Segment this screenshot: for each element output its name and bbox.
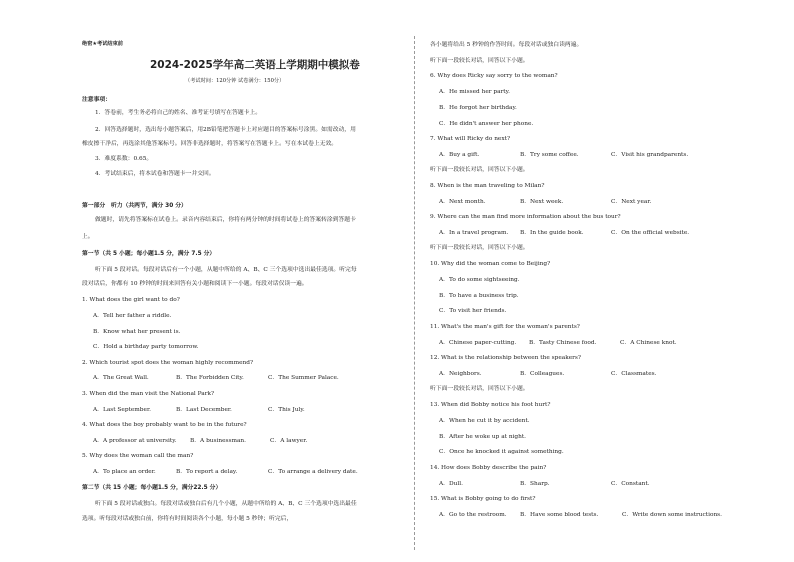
- answer-option[interactable]: A．Tell her father a riddle.: [93, 313, 172, 319]
- answer-option[interactable]: B．Last December.: [176, 407, 232, 413]
- answer-option[interactable]: B．Try some coffee.: [520, 152, 579, 158]
- secret-label: 绝密★考试结束前: [82, 41, 123, 47]
- answer-option[interactable]: B．After he woke up at night.: [439, 434, 527, 440]
- question-text: 9. Where can the man find more information about the bus tour?: [430, 214, 621, 220]
- question-text: 8. When is the man traveling to Milan?: [430, 183, 545, 189]
- question-text: 5. Why does the woman call the man?: [82, 453, 194, 459]
- question-text: 14. How does Bobby describe the pain?: [430, 465, 547, 471]
- question-text: 13. When did Bobby notice his foot hurt?: [430, 402, 551, 408]
- section2-heading: 第二节（共 15 小题；每小题1.5 分，满分22.5 分）: [82, 485, 222, 491]
- answer-option[interactable]: A．Go to the restroom.: [439, 512, 507, 518]
- question-text: 4. What does the boy probably want to be in the future?: [82, 422, 247, 428]
- question-text: 2. Which tourist spot does the woman highly recommend?: [82, 360, 254, 366]
- answer-option[interactable]: B．Tasty Chinese food.: [529, 340, 597, 346]
- page-title: 2024-2025学年高二英语上学期期中模拟卷: [150, 59, 360, 71]
- note-item: 2．回答选择题时，选出每小题答案后，用2B铅笔把答题卡上对应题目的答案标号涂黑。如需改动，用: [95, 127, 356, 133]
- dialogue-note: 听下面一段较长对话，回答以下小题。: [430, 245, 529, 251]
- dialogue-note: 听下面一段较长对话，回答以下小题。: [430, 167, 529, 173]
- note-item: 4．考试结束后，将本试卷和答题卡一并交回。: [95, 171, 215, 177]
- part1-instruction: 上。: [82, 234, 94, 240]
- question-text: 15. What is Bobby going to do first?: [430, 496, 536, 502]
- answer-option[interactable]: B．He forgot her birthday.: [439, 105, 517, 111]
- note-item: 3．难度系数：0.65。: [95, 156, 153, 162]
- part1-instruction: 做题时，请先将答案标在试卷上。录音内容结束后，你将有两分钟的时间将试卷上的答案转涂到答题卡: [95, 217, 356, 223]
- answer-option[interactable]: C．On the official website.: [611, 230, 690, 236]
- answer-option[interactable]: C．To arrange a delivery date.: [268, 469, 358, 475]
- answer-option[interactable]: B．Know what her present is.: [93, 329, 181, 335]
- section1-instruction: 段对话后，你都有 10 秒钟的时间来回答有关小题和阅读下一小题。每段对话仅读一遍。: [82, 281, 308, 287]
- answer-option[interactable]: A．Buy a gift.: [439, 152, 480, 158]
- answer-option[interactable]: B．A businessman.: [190, 438, 247, 444]
- answer-option[interactable]: C．Once he knocked it against something.: [439, 449, 564, 455]
- question-text: 11. What's the man's gift for the woman's parents?: [430, 324, 580, 330]
- answer-option[interactable]: A．In a travel program.: [439, 230, 509, 236]
- section2-instruction: 各小题将给出 5 秒钟的作答时间。每段对话或独白读两遍。: [430, 42, 583, 48]
- answer-option[interactable]: C．To visit her friends.: [439, 308, 507, 314]
- answer-option[interactable]: C．This July.: [268, 407, 305, 413]
- answer-option[interactable]: B．Have some blood tests.: [520, 512, 599, 518]
- answer-option[interactable]: C．He didn't answer her phone.: [439, 121, 534, 127]
- answer-option[interactable]: A．When he cut it by accident.: [439, 418, 530, 424]
- answer-option[interactable]: A．To place an order.: [93, 469, 156, 475]
- section1-heading: 第一节（共 5 小题；每小题1.5 分，满分 7.5 分）: [82, 251, 216, 257]
- answer-option[interactable]: B．Next week.: [520, 199, 564, 205]
- column-divider: [414, 36, 415, 550]
- question-text: 3. When did the man visit the National Park?: [82, 391, 215, 397]
- answer-option[interactable]: B．The Forbidden City.: [176, 375, 244, 381]
- answer-option[interactable]: A．Next month.: [439, 199, 486, 205]
- answer-option[interactable]: C．Hold a birthday party tomorrow.: [93, 344, 199, 350]
- answer-option[interactable]: C．Classmates.: [611, 371, 657, 377]
- question-text: 10. Why did the woman come to Beijing?: [430, 261, 551, 267]
- note-item: 1．答卷前，考生务必将自己的姓名、准考证号填写在答题卡上。: [95, 110, 262, 116]
- answer-option[interactable]: A．A professor at university.: [93, 438, 177, 444]
- answer-option[interactable]: C．Constant.: [611, 481, 650, 487]
- answer-option[interactable]: C．Visit his grandparents.: [611, 152, 689, 158]
- answer-option[interactable]: C．A Chinese knot.: [620, 340, 677, 346]
- notes-heading: 注意事项：: [82, 97, 111, 103]
- question-text: 6. Why does Ricky say sorry to the woman?: [430, 73, 558, 79]
- answer-option[interactable]: B．To have a business trip.: [439, 293, 519, 299]
- question-text: 12. What is the relationship between the speakers?: [430, 355, 581, 361]
- answer-option[interactable]: C．A lawyer.: [270, 438, 308, 444]
- answer-option[interactable]: C．The Summer Palace.: [268, 375, 339, 381]
- answer-option[interactable]: A．Chinese paper-cutting.: [439, 340, 517, 346]
- section2-instruction: 听下面 5 段对话或独白。每段对话或独白后有几个小题，从题中所给的 A、B、C 三个选项中选出最佳: [95, 501, 357, 507]
- section2-instruction: 选项。听每段对话或独白前，你将有时间阅读各个小题，每小题 5 秒钟；听完后，: [82, 516, 293, 522]
- answer-option[interactable]: C．Next year.: [611, 199, 652, 205]
- right-column: [418, 0, 794, 562]
- answer-option[interactable]: A．To do some sightseeing.: [439, 277, 520, 283]
- answer-option[interactable]: B．To report a delay.: [176, 469, 238, 475]
- answer-option[interactable]: A．The Great Wall.: [93, 375, 149, 381]
- answer-option[interactable]: A．He missed her party.: [439, 89, 510, 95]
- part1-heading: 第一部分 听力（共两节，满分 30 分）: [82, 203, 187, 209]
- section1-instruction: 听下面 5 段对话。每段对话后有一个小题，从题中所给的 A、B、C 三个选项中选出最佳选项。听完每: [95, 267, 357, 273]
- answer-option[interactable]: A．Last September.: [93, 407, 151, 413]
- dialogue-note: 听下面一段较长对话，回答以下小题。: [430, 58, 529, 64]
- answer-option[interactable]: B．In the guide book.: [520, 230, 584, 236]
- answer-option[interactable]: B．Sharp.: [520, 481, 550, 487]
- answer-option[interactable]: A．Dull.: [439, 481, 463, 487]
- dialogue-note: 听下面一段较长对话，回答以下小题。: [430, 386, 529, 392]
- question-text: 7. What will Ricky do next?: [430, 136, 511, 142]
- answer-option[interactable]: C．Write down some instructions.: [622, 512, 722, 518]
- note-item: 橡皮擦干净后，再选涂其他答案标号。回答非选择题时，将答案写在答题卡上。写在本试卷上无效。: [82, 141, 338, 147]
- question-text: 1. What does the girl want to do?: [82, 297, 180, 303]
- answer-option[interactable]: A．Neighbors.: [439, 371, 482, 377]
- exam-info: （考试时间：120分钟 试卷满分：150分）: [185, 78, 285, 84]
- answer-option[interactable]: B．Colleagues.: [520, 371, 565, 377]
